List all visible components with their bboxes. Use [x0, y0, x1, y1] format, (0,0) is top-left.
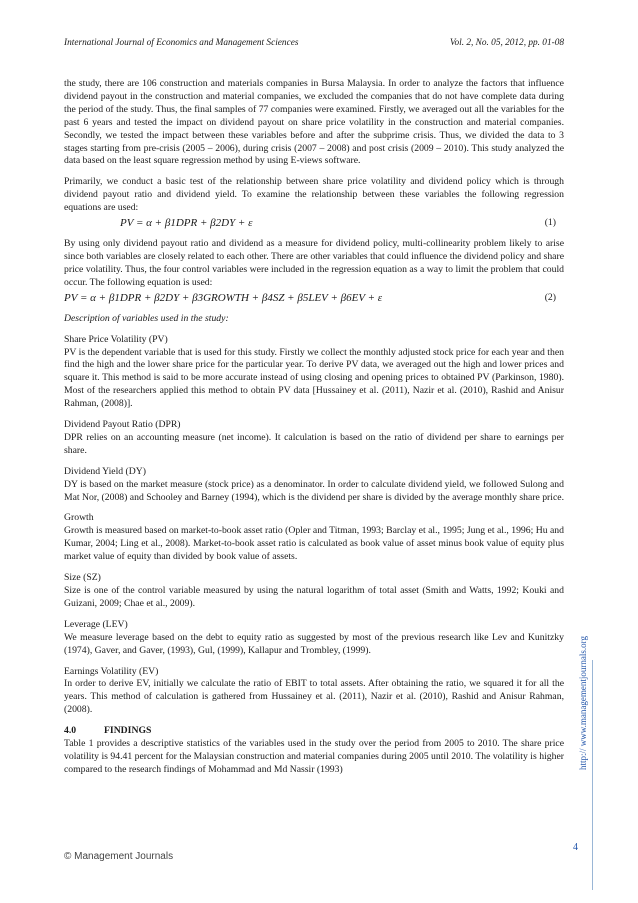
variables-heading: Description of variables used in the study: — [64, 312, 229, 324]
equation-1-formula: PV = α + β1DPR + β2DY + ε — [120, 217, 253, 230]
equation-2 — [64, 290, 564, 309]
section-title: FINDINGS — [104, 725, 152, 737]
var-lev-title: Leverage (LEV) — [64, 618, 128, 630]
equation-1-number: (1) — [544, 217, 556, 229]
paragraph-primary-test: Primarily, we conduct a basic test of the relationship between share price volatility and dividend policy which is through dividend payout ratio and dividend yield. To examine the relationship between these variables the following regression equations are used: — [64, 176, 564, 214]
var-sz-title: Size (SZ) — [64, 572, 101, 584]
var-lev-text: We measure leverage based on the debt to equity ratio as suggested by most of the previous research like Lev and Kunitzky (1974), Gaver, and Gaver, (1993), Gul, (1999), Kallapur and Trombley, (1999). — [64, 631, 564, 656]
var-sz-text: Size is one of the control variable measured by using the natural logarithm of total asset (Smith and Watts, 1992; Kouki and Guizani, 2009; Chae et al., 2009). — [64, 585, 564, 609]
paragraph-methodology: the study, there are 106 construction and materials companies in Bursa Malaysia. In order to analyze the factors that influence dividend payout in the construction and material companies, we excluded the companies that do not have complete data during the period of the study. Thus, the final samples of 77 companies were examined. Firstly, we averaged out all the variables for the past 6 years and tested the impact on dividend payout on share price volatility in the construction and material companies. Secondly, we tested the impact between these variables before and after the subprime crisis. Thus, we divided the data to 3 stages starting from pre-crisis (2005 – 2006), during crisis (2007 – 2008) and post crisis (2009 – 2010). This study analyzed the data based on the least square regression method by using E-views software. — [64, 78, 564, 167]
findings-paragraph: Table 1 provides a descriptive statistics of the variables used in the study over the period from 2005 to 2010. The share price volatility is 94.41 percent for the Malaysian construction and material companies during 2005 until 2010. The volatility is higher compared to the research findings of Mohammad and Md Nassir (1993) — [64, 738, 564, 775]
var-ev-title: Earnings Volatility (EV) — [64, 665, 159, 677]
footer-publisher: © Management Journals — [64, 851, 174, 862]
equation-1 — [64, 215, 564, 234]
equation-2-formula: PV = α + β1DPR + β2DY + β3GROWTH + β4SZ + β5LEV + β6EV + ε — [64, 291, 383, 304]
journal-name: International Journal of Economics and Management Sciences — [64, 38, 299, 48]
var-dpr-text: DPR relies on an accounting measure (net income). It calculation is based on the ratio of dividend per share to earnings per share. — [64, 431, 564, 456]
article-body — [64, 78, 564, 785]
section-number: 4.0 — [64, 725, 77, 737]
running-header — [64, 38, 564, 48]
var-growth-text: Growth is measured based on market-to-book asset ratio (Opler and Titman, 1993; Barclay et al., 1995; Jung et al., 1996; Hu and Kumar, 2004; Ling et al., 2008). Market-to-book asset ratio is calculated as book value of asset minus book value of equity plus market value of equity than divided by book value of assets. — [64, 525, 564, 563]
equation-2-number: (2) — [544, 291, 556, 303]
var-dy-text: DY is based on the market measure (stock price) as a denominator. In order to calculate dividend yield, we followed Sulong and Mat Nor, (2008) and Schooley and Barney (1994), which is the dividend per share is divided by the average monthly share price. — [64, 478, 564, 503]
var-pv-title: Share Price Volatility (PV) — [64, 333, 168, 345]
volume-info: Vol. 2, No. 05, 2012, pp. 01-08 — [449, 38, 564, 48]
var-ev-text: In order to derive EV, initially we calculate the ratio of EBIT to total assets. After obtaining the ratio, we squared it for all the years. This method of calculation is gathered from Hussainey et al. (2011), Nazir et al. (2010), Rashid and Anisur Rahman, (2008). — [64, 678, 564, 716]
side-url[interactable]: http:// www.managementjournals.org — [578, 636, 588, 770]
var-dy-title: Dividend Yield (DY) — [64, 465, 146, 477]
var-growth-title: Growth — [64, 512, 94, 524]
var-pv-text: PV is the dependent variable that is used for this study. Firstly we collect the monthly adjusted stock price for each year and then find the high and the lower share price for the particular year. To derive PV data, we averaged out the high and lower prices and square it. This method is said to be more accurate instead of using closing and opening prices to obtained PV (Parkinson, 1980). Most of the researchers applied this method to obtain PV data [Hussainey et al. (2011), Nazir et al. (2010), Rashid and Anisur Rahman, (2008)]. — [64, 346, 564, 410]
paragraph-control-variables: By using only dividend payout ratio and dividend as a measure for dividend policy, multi-collinearity problem likely to arise since both variables are closely related to each other. There are other variables that could influence the dividend policy and share price volatility. Thus, the four control variables were included in the regression equation as a way to limit the problem that could occur. The following equation is used: — [64, 238, 564, 288]
section-heading — [64, 725, 564, 738]
var-dpr-title: Dividend Payout Ratio (DPR) — [64, 419, 181, 431]
side-divider — [592, 660, 593, 890]
page-number: 4 — [573, 842, 578, 853]
